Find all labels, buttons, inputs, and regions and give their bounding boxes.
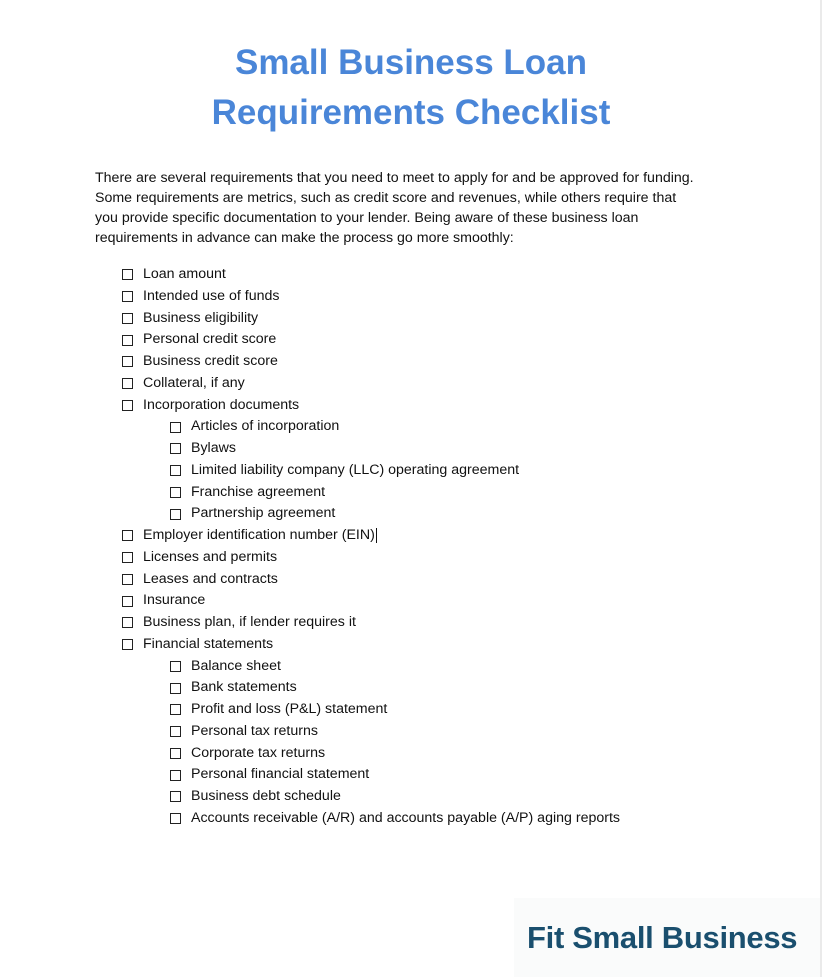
checkbox[interactable] [170, 726, 181, 737]
checklist-subitem [0, 786, 822, 808]
checkbox[interactable] [122, 291, 133, 302]
checklist-item-label: Collateral, if any [143, 374, 245, 391]
checklist-item-label: Personal financial statement [191, 766, 370, 783]
checklist-item [0, 612, 822, 634]
checkbox[interactable] [122, 378, 133, 389]
checklist-item-label: Bylaws [191, 440, 236, 456]
checkbox[interactable] [170, 683, 181, 694]
checklist-item-label: Balance sheet [191, 657, 281, 674]
checklist-item-label: Accounts receivable (A/R) and accounts payable (A/P) aging reports [191, 809, 620, 826]
checkbox[interactable] [122, 596, 133, 607]
checklist-item-label: Partnership agreement [191, 505, 336, 522]
checklist-item-label: Licenses and permits [143, 548, 278, 565]
checklist-item-label: Incorporation documents [143, 396, 300, 413]
checklist-item-label: Business debt schedule [191, 788, 341, 804]
intro-paragraph: There are several requirements that you need to meet to apply for and be approved for funding. Some requirements are metrics, such as credit score and revenues, while others require that you provide specific documentation to your lender. Being aware of these business loan requirements in advance can make the process go more smoothly: [95, 170, 694, 246]
checklist-subitem [0, 482, 822, 504]
checklist-item [0, 329, 822, 351]
checkbox[interactable] [122, 552, 133, 563]
checklist-item-label: Leases and contracts [143, 570, 278, 587]
checklist-item-label: Bank statements [191, 679, 297, 696]
checklist-item-label: Franchise agreement [191, 483, 326, 500]
checklist-item-label: Loan amount [143, 266, 226, 282]
checklist-subitem [0, 699, 822, 721]
checklist-item-label: Business plan, if lender requires it [143, 614, 356, 630]
checkbox[interactable] [122, 335, 133, 346]
checklist-subitem [0, 656, 822, 678]
checklist-item [0, 634, 822, 656]
checkbox[interactable] [170, 443, 181, 454]
checklist-item-label: Corporate tax returns [191, 744, 326, 761]
checkbox[interactable] [122, 269, 133, 280]
checkbox[interactable] [170, 791, 181, 802]
checkbox[interactable] [170, 422, 181, 433]
checklist-subitem [0, 808, 822, 830]
checkbox[interactable] [170, 487, 181, 498]
document-title-line-1: Small Business Loan [234, 43, 588, 82]
checklist-item-label: Articles of incorporation [191, 418, 340, 435]
checklist-item [0, 395, 822, 417]
requirements-checklist [0, 264, 822, 830]
checklist-item-label: Business eligibility [143, 309, 259, 326]
checklist-subitem [0, 743, 822, 765]
checklist-subitem [0, 721, 822, 743]
checkbox[interactable] [122, 574, 133, 585]
checkbox[interactable] [122, 530, 133, 541]
checklist-item [0, 286, 822, 308]
checklist-item-label: Financial statements [143, 635, 274, 652]
checklist-item [0, 547, 822, 569]
checklist-item-label: Limited liability company (LLC) operating agreement [191, 461, 520, 478]
text-cursor [376, 528, 378, 543]
checkbox[interactable] [122, 356, 133, 367]
checkbox[interactable] [170, 661, 181, 672]
checklist-subitem [0, 416, 822, 438]
checkbox[interactable] [170, 465, 181, 476]
checklist-item-label: Intended use of funds [143, 287, 280, 304]
checklist-item [0, 308, 822, 330]
checklist-item-label: Profit and loss (P&L) statement [191, 701, 388, 717]
checkbox[interactable] [122, 617, 133, 628]
checklist-item-label: Business credit score [143, 353, 278, 369]
checklist-subitem [0, 503, 822, 525]
checklist-item [0, 590, 822, 612]
checklist-item [0, 525, 822, 547]
document-title [0, 38, 822, 138]
checklist-subitem [0, 460, 822, 482]
checkbox[interactable] [170, 704, 181, 715]
checklist-item-label: Insurance [143, 592, 206, 609]
checklist-item-label: Personal credit score [143, 331, 277, 348]
checklist-subitem [0, 764, 822, 786]
checklist-subitem [0, 677, 822, 699]
checklist-subitem [0, 438, 822, 460]
checklist-item [0, 264, 822, 286]
checkbox[interactable] [170, 748, 181, 759]
checkbox[interactable] [170, 813, 181, 824]
checklist-item [0, 569, 822, 591]
checklist-item [0, 351, 822, 373]
checkbox[interactable] [122, 639, 133, 650]
checklist-item-label: Personal tax returns [191, 722, 318, 739]
checkbox[interactable] [170, 770, 181, 781]
checkbox[interactable] [122, 400, 133, 411]
checklist-item [0, 373, 822, 395]
checkbox[interactable] [170, 509, 181, 520]
brand-logo: Fit Small Business [527, 920, 798, 955]
document-title-line-2: Requirements Checklist [211, 93, 611, 132]
checkbox[interactable] [122, 313, 133, 324]
checklist-item-label: Employer identification number (EIN) [143, 527, 375, 543]
